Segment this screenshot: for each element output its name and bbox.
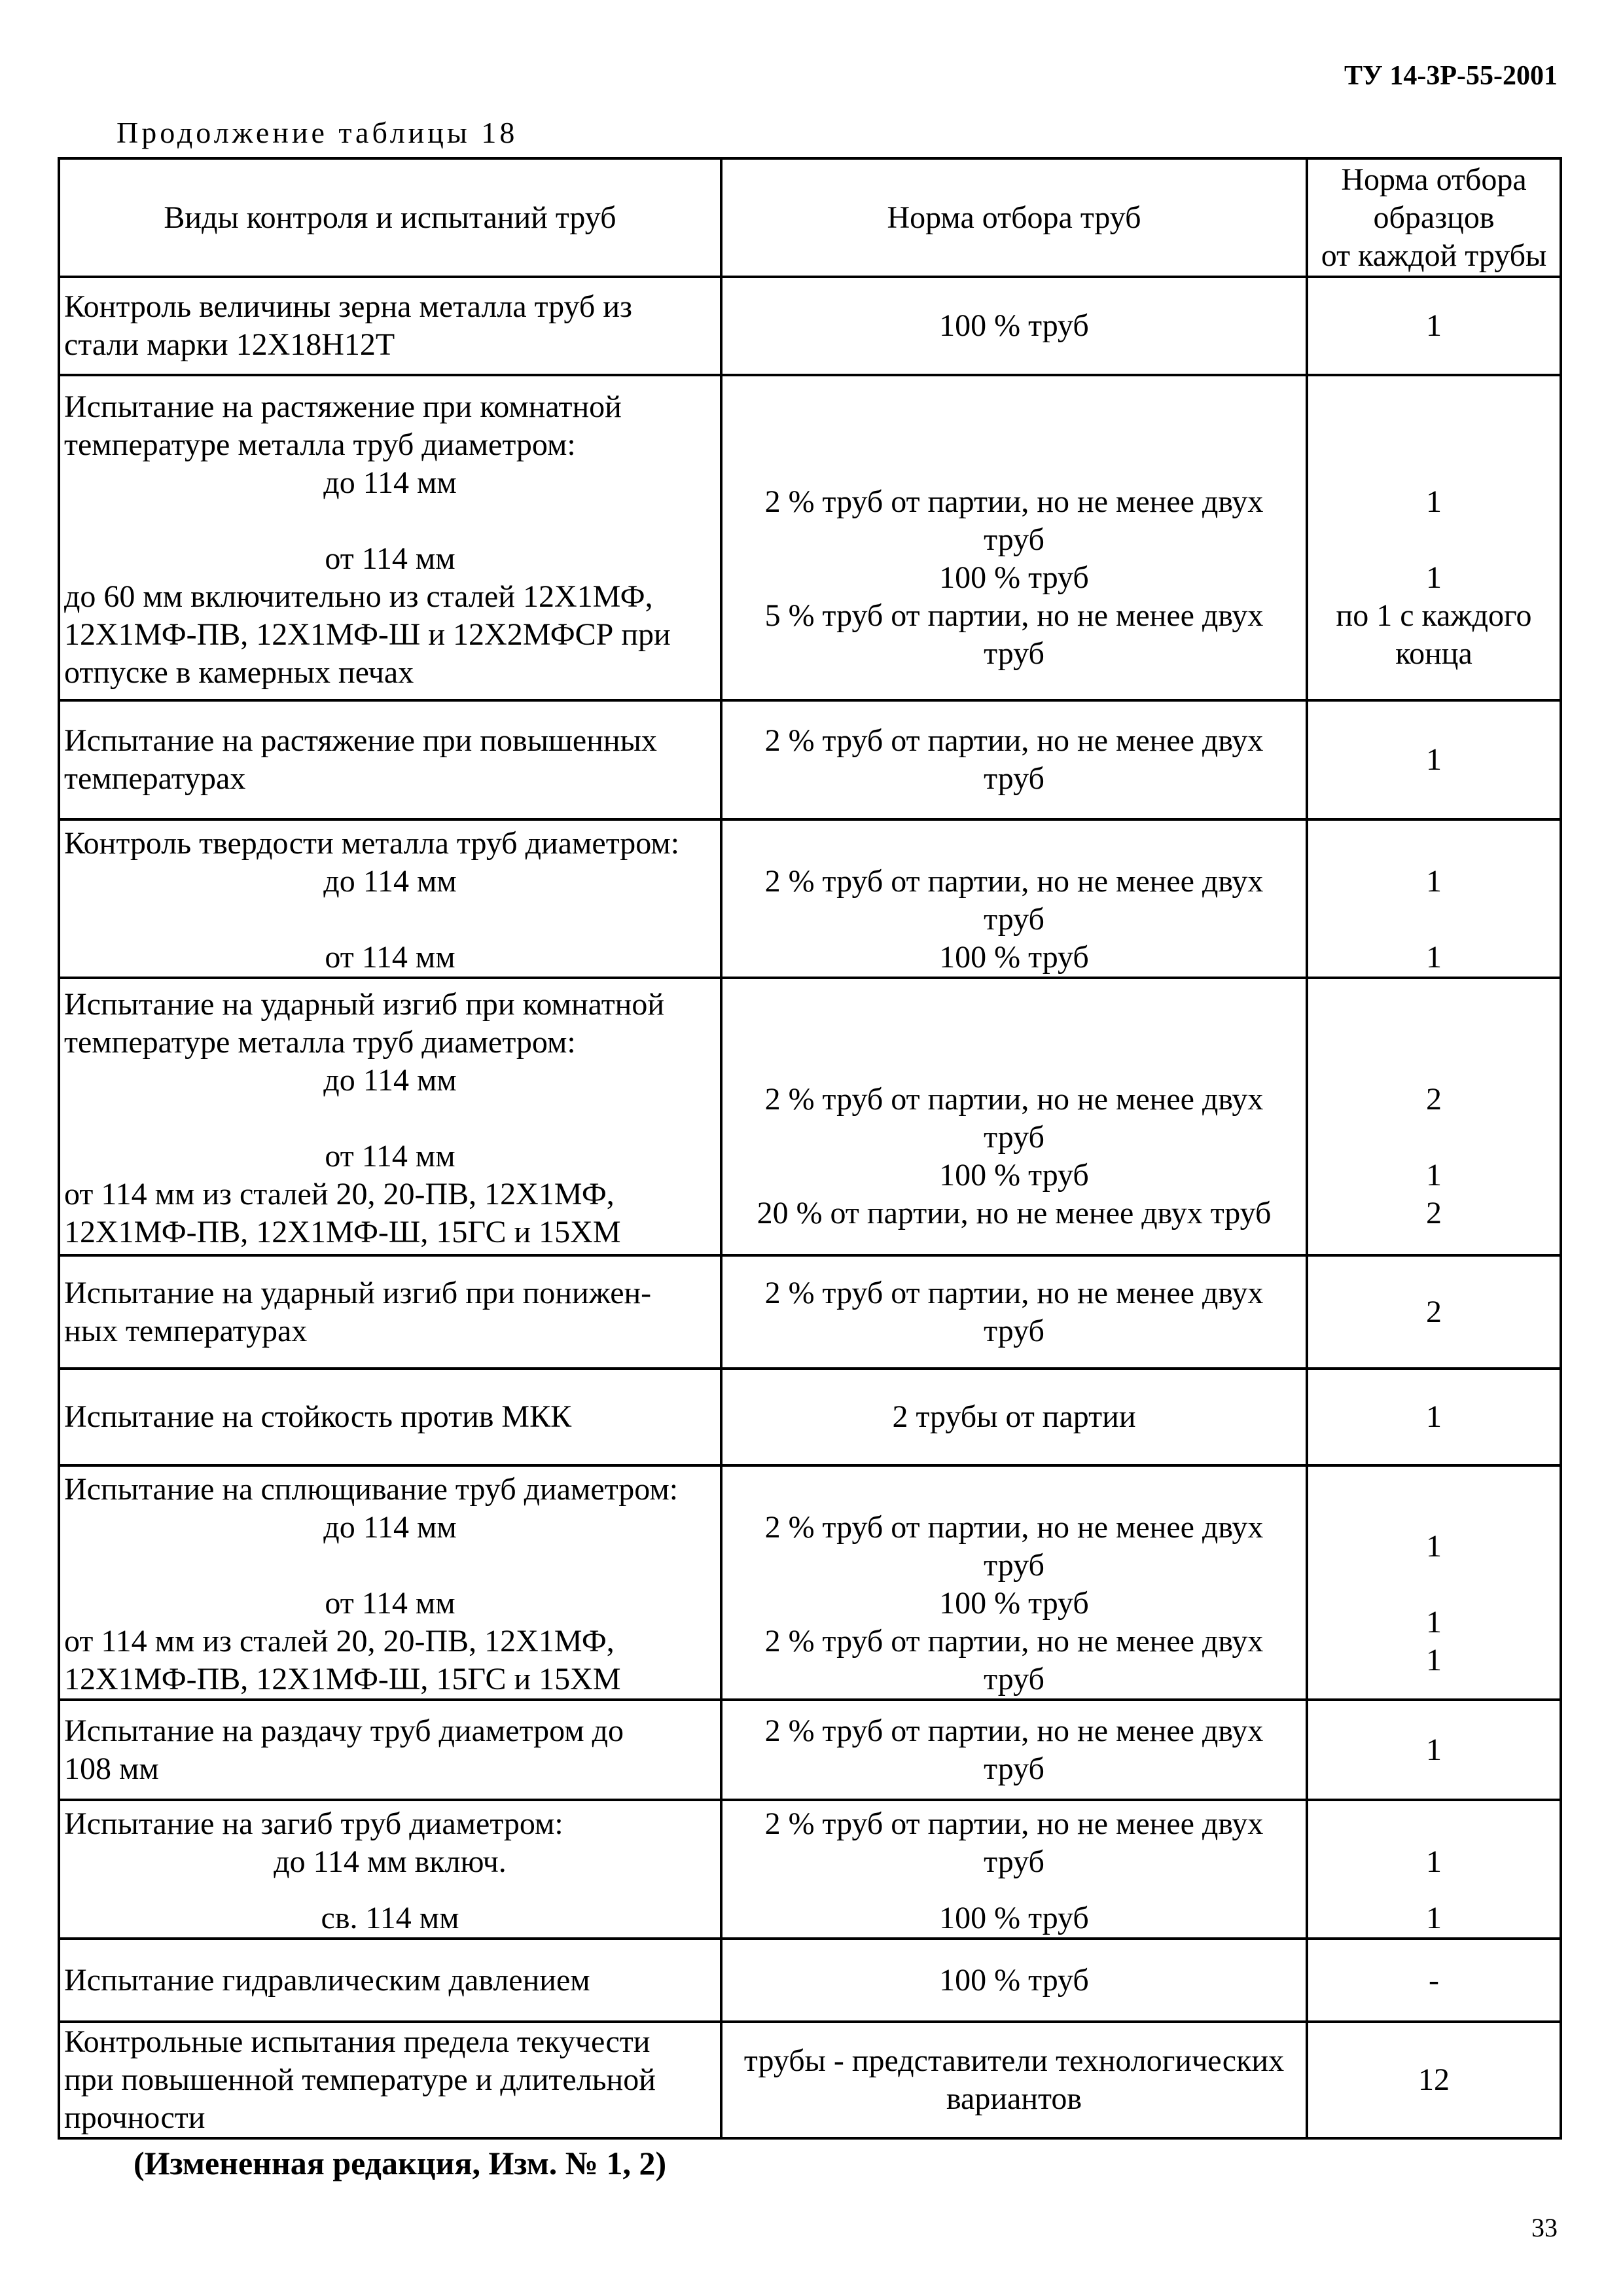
cell-test-kind: Испытание на сплющивание труб диаметром: до 114 мм от 114 мм от 114 мм из сталей 20, 20-ПВ, 12Х1МФ, 12Х1МФ-ПВ, 12Х1МФ-Ш, 15ГС и 15ХМ xyxy=(59,1465,721,1700)
cell-pipe-norm: 2 % труб от партии, но не менее двух труб xyxy=(721,1255,1307,1369)
table-row xyxy=(59,1255,1561,1369)
cell-sample-norm: 12 xyxy=(1307,2022,1561,2138)
cell-pipe-norm: 2 % труб от партии, но не менее двух труб xyxy=(721,1700,1307,1800)
cell-pipe-norm: трубы - представители технологических вариантов xyxy=(721,2022,1307,2138)
cell-pipe-norm: 100 % труб xyxy=(721,277,1307,375)
cell-sample-norm: 1 1 1 xyxy=(1307,1465,1561,1700)
cell-sample-norm: 1 xyxy=(1307,700,1561,819)
cell-test-kind: Испытание на растяжение при повышенных температурах xyxy=(59,700,721,819)
cell-sample-norm: 1 xyxy=(1307,1700,1561,1800)
cell-test-kind: Испытание на загиб труб диаметром: до 114 мм включ. св. 114 мм xyxy=(59,1800,721,1939)
cell-pipe-norm: 100 % труб xyxy=(721,1939,1307,2022)
cell-sample-norm: 1 1 xyxy=(1307,819,1561,978)
cell-sample-norm: 1 xyxy=(1307,1369,1561,1465)
cell-pipe-norm: 2 % труб от партии, но не менее двух труб 100 % труб 5 % труб от партии, но не менее двух труб xyxy=(721,375,1307,700)
cell-pipe-norm: 2 % труб от партии, но не менее двух труб 100 % труб xyxy=(721,819,1307,978)
cell-pipe-norm: 2 % труб от партии, но не менее двух труб 100 % труб xyxy=(721,1800,1307,1939)
cell-pipe-norm: 2 % труб от партии, но не менее двух труб xyxy=(721,700,1307,819)
table-row xyxy=(59,1369,1561,1465)
table-row xyxy=(59,1800,1561,1939)
table-row xyxy=(59,700,1561,819)
cell-test-kind: Испытание гидравлическим давлением xyxy=(59,1939,721,2022)
cell-test-kind: Испытание на ударный изгиб при понижен- ных температурах xyxy=(59,1255,721,1369)
table-row xyxy=(59,375,1561,700)
column-header-sample-norm: Норма отбора образцов от каждой трубы xyxy=(1307,158,1561,277)
table-caption: Продолжение таблицы 18 xyxy=(116,116,518,149)
cell-test-kind: Контрольные испытания предела текучести при повышенной температуре и длительной прочности xyxy=(59,2022,721,2138)
table-row xyxy=(59,1465,1561,1700)
cell-sample-norm: 1 1 по 1 с каждого конца xyxy=(1307,375,1561,700)
cell-sample-norm: 1 1 xyxy=(1307,1800,1561,1939)
page-number: 33 xyxy=(1531,2213,1558,2242)
cell-sample-norm: - xyxy=(1307,1939,1561,2022)
table-row xyxy=(59,819,1561,978)
column-header-kind: Виды контроля и испытаний труб xyxy=(59,158,721,277)
cell-test-kind: Испытание на растяжение при комнатной температуре металла труб диаметром: до 114 мм от 114 мм до 60 мм включительно из сталей 12Х1МФ, 12Х1МФ-ПВ, 12Х1МФ-Ш и 12Х2МФСР при отпуске в камерных печах xyxy=(59,375,721,700)
table-header-row xyxy=(59,158,1561,277)
cell-test-kind: Испытание на стойкость против МКК xyxy=(59,1369,721,1465)
revision-note: (Измененная редакция, Изм. № 1, 2) xyxy=(134,2145,667,2181)
cell-pipe-norm: 2 % труб от партии, но не менее двух труб 100 % труб 2 % труб от партии, но не менее двух труб xyxy=(721,1465,1307,1700)
cell-sample-norm: 2 1 2 xyxy=(1307,978,1561,1255)
cell-sample-norm: 1 xyxy=(1307,277,1561,375)
table-row xyxy=(59,1700,1561,1800)
cell-pipe-norm: 2 % труб от партии, но не менее двух труб 100 % труб 20 % от партии, но не менее двух труб xyxy=(721,978,1307,1255)
column-header-pipe-norm: Норма отбора труб xyxy=(721,158,1307,277)
cell-sample-norm: 2 xyxy=(1307,1255,1561,1369)
table-row xyxy=(59,2022,1561,2138)
table-row xyxy=(59,277,1561,375)
cell-test-kind: Контроль твердости металла труб диаметром: до 114 мм от 114 мм xyxy=(59,819,721,978)
table-row xyxy=(59,1939,1561,2022)
inspection-table xyxy=(58,157,1562,2140)
table-row xyxy=(59,978,1561,1255)
cell-test-kind: Испытание на раздачу труб диаметром до 108 мм xyxy=(59,1700,721,1800)
cell-test-kind: Контроль величины зерна металла труб из стали марки 12Х18Н12Т xyxy=(59,277,721,375)
cell-pipe-norm: 2 трубы от партии xyxy=(721,1369,1307,1465)
cell-test-kind: Испытание на ударный изгиб при комнатной температуре металла труб диаметром: до 114 мм от 114 мм от 114 мм из сталей 20, 20-ПВ, 12Х1МФ, 12Х1МФ-ПВ, 12Х1МФ-Ш, 15ГС и 15ХМ xyxy=(59,978,721,1255)
document-code: ТУ 14-3Р-55-2001 xyxy=(1344,61,1558,91)
